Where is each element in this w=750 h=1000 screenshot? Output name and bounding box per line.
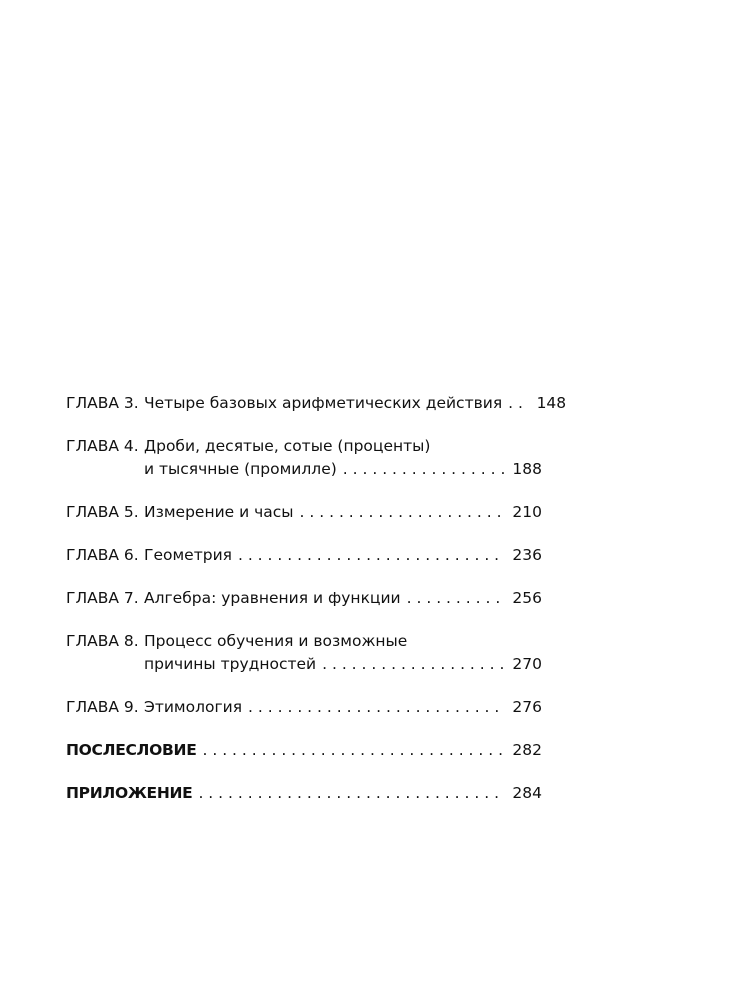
dot-leader — [238, 544, 504, 567]
table-of-contents — [66, 392, 567, 805]
page-number: 148 — [536, 394, 567, 412]
chapter-title-continued: и тысячные (промилле) — [144, 460, 337, 478]
dot-leader — [343, 458, 504, 481]
chapter-label: ГЛАВА 4. — [66, 437, 139, 455]
dot-leader — [248, 696, 504, 719]
toc-entry-chapter-9 — [66, 696, 542, 719]
toc-entry-chapter-3 — [66, 392, 567, 415]
toc-entry-chapter-5 — [66, 501, 542, 524]
chapter-title: Дроби, десятые, сотые (проценты) — [144, 437, 431, 455]
chapter-label: ГЛАВА 8. — [66, 632, 139, 650]
toc-entry-chapter-4 — [66, 435, 542, 481]
toc-entry-chapter-6 — [66, 544, 542, 567]
afterword-title: ПОСЛЕСЛОВИЕ — [66, 741, 197, 759]
chapter-title: Четыре базовых арифметических действия — [144, 394, 503, 412]
page-number: 282 — [512, 741, 542, 759]
chapter-label: ГЛАВА 9. — [66, 698, 139, 716]
page-number: 236 — [512, 546, 542, 564]
page-number: 188 — [512, 460, 542, 478]
chapter-title: Процесс обучения и возможные — [144, 632, 408, 650]
appendix-title: ПРИЛОЖЕНИЕ — [66, 784, 193, 802]
dot-leader — [508, 392, 528, 415]
chapter-label: ГЛАВА 3. — [66, 394, 139, 412]
page-number: 270 — [512, 655, 542, 673]
toc-entry-chapter-8 — [66, 630, 542, 676]
chapter-label: ГЛАВА 7. — [66, 589, 139, 607]
page-number: 210 — [512, 503, 542, 521]
toc-entry-afterword — [66, 739, 542, 762]
chapter-label: ГЛАВА 5. — [66, 503, 139, 521]
page-number: 276 — [512, 698, 542, 716]
chapter-title: Геометрия — [144, 546, 232, 564]
page-number: 256 — [512, 589, 542, 607]
chapter-title: Алгебра: уравнения и функции — [144, 589, 401, 607]
chapter-title-continued: причины трудностей — [144, 655, 317, 673]
dot-leader — [198, 782, 504, 805]
dot-leader — [407, 587, 504, 610]
toc-entry-chapter-7 — [66, 587, 542, 610]
chapter-title: Этимология — [144, 698, 243, 716]
chapter-label: ГЛАВА 6. — [66, 546, 139, 564]
chapter-title: Измерение и часы — [144, 503, 294, 521]
page-number: 284 — [512, 784, 542, 802]
dot-leader — [300, 501, 504, 524]
dot-leader — [322, 653, 504, 676]
toc-entry-appendix — [66, 782, 542, 805]
dot-leader — [203, 739, 505, 762]
